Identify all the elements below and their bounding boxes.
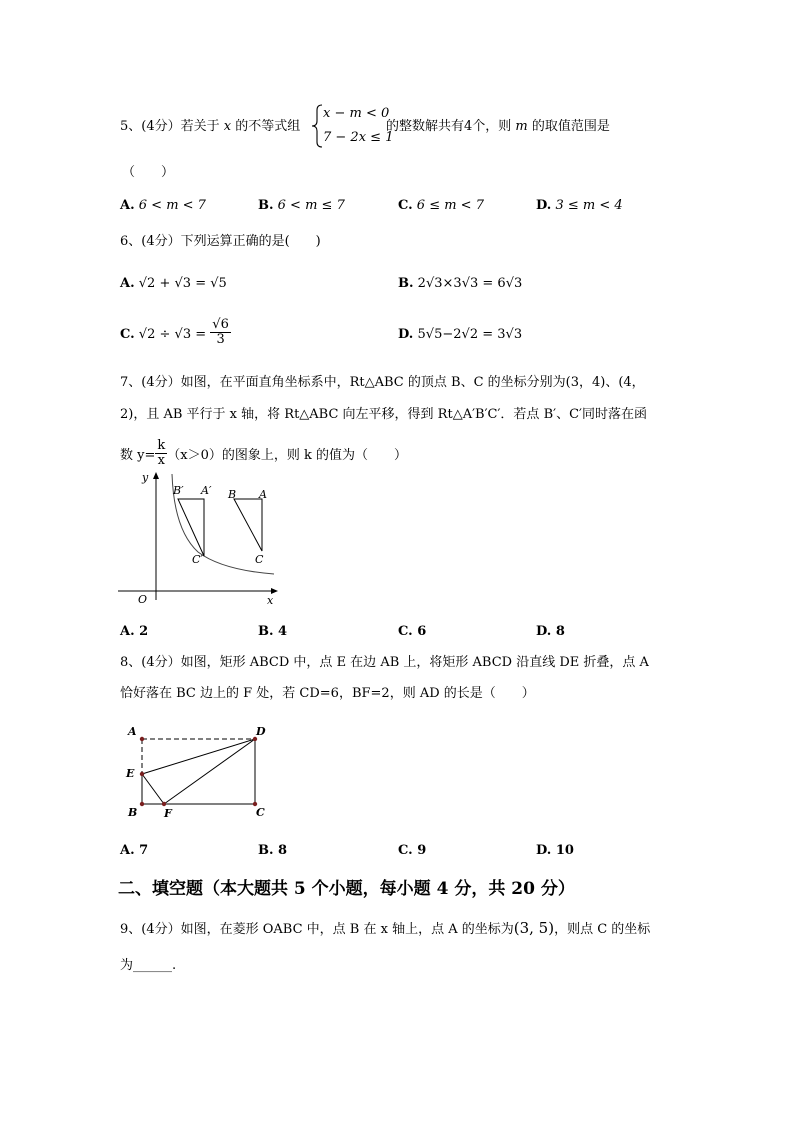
q5-option-a[interactable] bbox=[120, 198, 206, 214]
q8-stem-line2: 恰好落在 BC 边上的 F 处，若 CD=6，BF=2，则 AD 的长是（ ） bbox=[120, 686, 535, 701]
q7-option-c-text: 6 bbox=[417, 624, 427, 639]
q8-option-d[interactable] bbox=[536, 843, 574, 859]
q7-stem-line3 bbox=[120, 438, 408, 470]
q8-label-A: A bbox=[128, 725, 137, 738]
q7-option-a-label: A. bbox=[120, 624, 135, 639]
q7-func-prefix: 数 y= bbox=[120, 448, 156, 463]
q6-c-radicand1: 2 bbox=[147, 327, 156, 342]
q8-figure bbox=[124, 724, 274, 824]
q8-label-E: E bbox=[126, 767, 135, 780]
q6-option-c-label: C. bbox=[120, 327, 135, 342]
q7-label-C: C bbox=[255, 553, 264, 566]
q7-label-y: y bbox=[142, 471, 149, 484]
q9-text-b: ，则点 C 的坐标 bbox=[554, 922, 651, 937]
q6-option-a-label: A. bbox=[120, 276, 135, 291]
q8-edge-EF bbox=[142, 774, 164, 804]
q7-stem-line2: 2)，且 AB 平行于 x 轴，将 Rt△ABC 向左平移，得到 Rt△A′B′C′．若点 B′、C′同时落在函 bbox=[120, 407, 647, 422]
q6-a-radicand1: 2 bbox=[147, 276, 156, 291]
q6-b-radicand1: 3 bbox=[434, 276, 443, 291]
q5-option-a-label: A. bbox=[120, 198, 135, 213]
q8-stem-line1: 8、(4分）如图，矩形 ABCD 中，点 E 在边 AB 上，将矩形 ABCD 沿直线 DE 折叠，点 A bbox=[120, 655, 649, 670]
q5-suffix1: 的整数解共有4个，则 bbox=[386, 119, 512, 134]
q8-label-D: D bbox=[256, 725, 266, 738]
q6-c-div: ÷ bbox=[159, 327, 171, 342]
q7-func-suffix: （x＞0）的图象上，则 k 的值为（ ） bbox=[167, 448, 408, 463]
section-2-heading: 二、填空题（本大题共 5 个小题，每小题 4 分，共 20 分） bbox=[118, 879, 575, 899]
q6-c-frac-den: 3 bbox=[216, 332, 225, 347]
q7-func-fraction bbox=[155, 439, 167, 468]
q7-label-A-prime: A′ bbox=[201, 484, 212, 497]
q7-y-arrow-icon bbox=[153, 472, 159, 479]
q8-option-a-label: A. bbox=[120, 843, 135, 858]
q7-option-a-text: 2 bbox=[139, 624, 149, 639]
q8-label-B: B bbox=[128, 806, 138, 819]
q8-point-E bbox=[140, 772, 144, 776]
q5-option-b-text: 6 < m ≤ 7 bbox=[277, 198, 345, 213]
q7-figure bbox=[118, 470, 288, 610]
q6-c-eq: = bbox=[195, 327, 207, 342]
q7-frac-den: x bbox=[157, 453, 165, 468]
q5-option-a-text: 6 < m < 7 bbox=[138, 198, 206, 213]
q7-option-b-label: B. bbox=[258, 624, 274, 639]
q5-mid-text: 的不等式组 bbox=[235, 119, 301, 134]
q8-option-b-text: 8 bbox=[278, 843, 288, 858]
q7-label-B: B bbox=[228, 488, 237, 501]
q7-label-x: x bbox=[267, 594, 274, 607]
q8-option-a-text: 7 bbox=[139, 843, 149, 858]
q8-option-c[interactable] bbox=[398, 843, 426, 859]
q8-point-A bbox=[140, 737, 144, 741]
q5-system-line1: x − m < 0 bbox=[323, 106, 390, 121]
q6-c-fraction: $\frac{√6}{3}$ bbox=[212, 317, 229, 347]
q5-option-b-label: B. bbox=[258, 198, 274, 213]
q7-option-c[interactable] bbox=[398, 624, 426, 640]
q6-option-d[interactable]: D. 5√5−2√2 = 3√3 bbox=[398, 327, 523, 342]
q5-var-m: m bbox=[515, 119, 528, 134]
q5-answer-paren: （ ） bbox=[122, 165, 175, 180]
q7-label-O: O bbox=[138, 593, 148, 606]
q5-option-d[interactable] bbox=[536, 198, 623, 214]
q6-d-coef1: 5 bbox=[417, 327, 426, 342]
q5-var-x: x bbox=[223, 119, 232, 134]
q6-a-eq: = bbox=[195, 276, 207, 291]
q5-stem-cont bbox=[386, 119, 610, 135]
q5-suffix2: 的取值范围是 bbox=[531, 119, 610, 134]
q6-option-b[interactable]: B. 2√3×3√3 = 6√3 bbox=[398, 276, 523, 291]
q6-b-eq: = 6 bbox=[482, 276, 506, 291]
q8-option-d-label: D. bbox=[536, 843, 552, 858]
q5-option-d-text: 3 ≤ m < 4 bbox=[555, 198, 623, 213]
q8-option-c-text: 9 bbox=[417, 843, 427, 858]
q7-triangle-ABC bbox=[234, 499, 262, 551]
q8-option-a[interactable] bbox=[120, 843, 148, 859]
q6-c-frac-num: 6 bbox=[220, 317, 229, 332]
q7-label-A: A bbox=[259, 488, 267, 501]
q6-d-radicand3: 3 bbox=[513, 327, 523, 342]
q6-option-a[interactable]: A. √2 + √3 = √5 bbox=[120, 276, 227, 291]
q7-option-c-label: C. bbox=[398, 624, 413, 639]
q8-label-F: F bbox=[164, 807, 172, 820]
q6-d-eq: = 3 bbox=[482, 327, 506, 342]
q6-d-minus: −2 bbox=[442, 327, 462, 342]
q6-a-plus: + bbox=[159, 276, 171, 291]
q7-option-b[interactable] bbox=[258, 624, 287, 640]
q7-label-B-prime: B′ bbox=[173, 484, 184, 497]
q7-option-b-text: 4 bbox=[278, 624, 288, 639]
q6-c-radicand2: 3 bbox=[182, 327, 192, 342]
q8-label-C: C bbox=[256, 806, 265, 819]
q5-system-line2: 7 − 2x ≤ 1 bbox=[323, 130, 394, 145]
q7-label-C-prime: C′ bbox=[192, 553, 203, 566]
q6-stem: 6、(4分）下列运算正确的是( ) bbox=[120, 234, 321, 249]
q9-stem-line1 bbox=[120, 920, 650, 938]
q5-option-d-label: D. bbox=[536, 198, 552, 213]
q6-b-radicand2: 3 bbox=[469, 276, 479, 291]
q8-option-b-label: B. bbox=[258, 843, 274, 858]
q5-option-c[interactable] bbox=[398, 198, 484, 214]
q6-b-times: ×3 bbox=[442, 276, 462, 291]
q7-option-d[interactable] bbox=[536, 624, 565, 640]
q8-edge-ED bbox=[142, 739, 255, 774]
q8-option-b[interactable] bbox=[258, 843, 287, 859]
q9-coordinate: (3, 5) bbox=[513, 919, 555, 937]
q8-option-d-text: 10 bbox=[555, 843, 574, 858]
q8-edge-FD bbox=[164, 739, 255, 804]
q7-stem-line1: 7、(4分）如图，在平面直角坐标系中，Rt△ABC 的顶点 B、C 的坐标分别为(3，4)、(4， bbox=[120, 375, 645, 390]
q8-point-B bbox=[140, 802, 144, 806]
q9-text-a: 9、(4分）如图，在菱形 OABC 中，点 B 在 x 轴上，点 A 的坐标为 bbox=[120, 922, 514, 937]
q6-d-radicand1: 5 bbox=[434, 327, 443, 342]
q8-option-c-label: C. bbox=[398, 843, 413, 858]
q7-option-d-text: 8 bbox=[555, 624, 565, 639]
q5-option-b[interactable] bbox=[258, 198, 345, 214]
q6-option-b-label: B. bbox=[398, 276, 414, 291]
q6-a-radicand3: 5 bbox=[218, 276, 227, 291]
q7-frac-num: k bbox=[157, 438, 166, 453]
q6-b-radicand3: 3 bbox=[514, 276, 523, 291]
q8-point-F bbox=[162, 802, 166, 806]
q6-option-c[interactable]: C. √2 ÷ √3 = $\frac{√6}{3}$ bbox=[120, 317, 229, 347]
q5-option-c-label: C. bbox=[398, 198, 413, 213]
q6-option-d-label: D. bbox=[398, 327, 414, 342]
q7-option-d-label: D. bbox=[536, 624, 552, 639]
q6-a-radicand2: 3 bbox=[182, 276, 192, 291]
q5-prefix: 5、(4分）若关于 bbox=[120, 119, 220, 134]
q9-stem-line2[interactable]: 为______. bbox=[120, 958, 177, 973]
q5-option-c-text: 6 ≤ m < 7 bbox=[416, 198, 484, 213]
q6-b-coef1: 2 bbox=[417, 276, 426, 291]
q7-option-a[interactable] bbox=[120, 624, 148, 640]
q5-stem bbox=[120, 119, 300, 135]
q6-d-radicand2: 2 bbox=[469, 327, 479, 342]
